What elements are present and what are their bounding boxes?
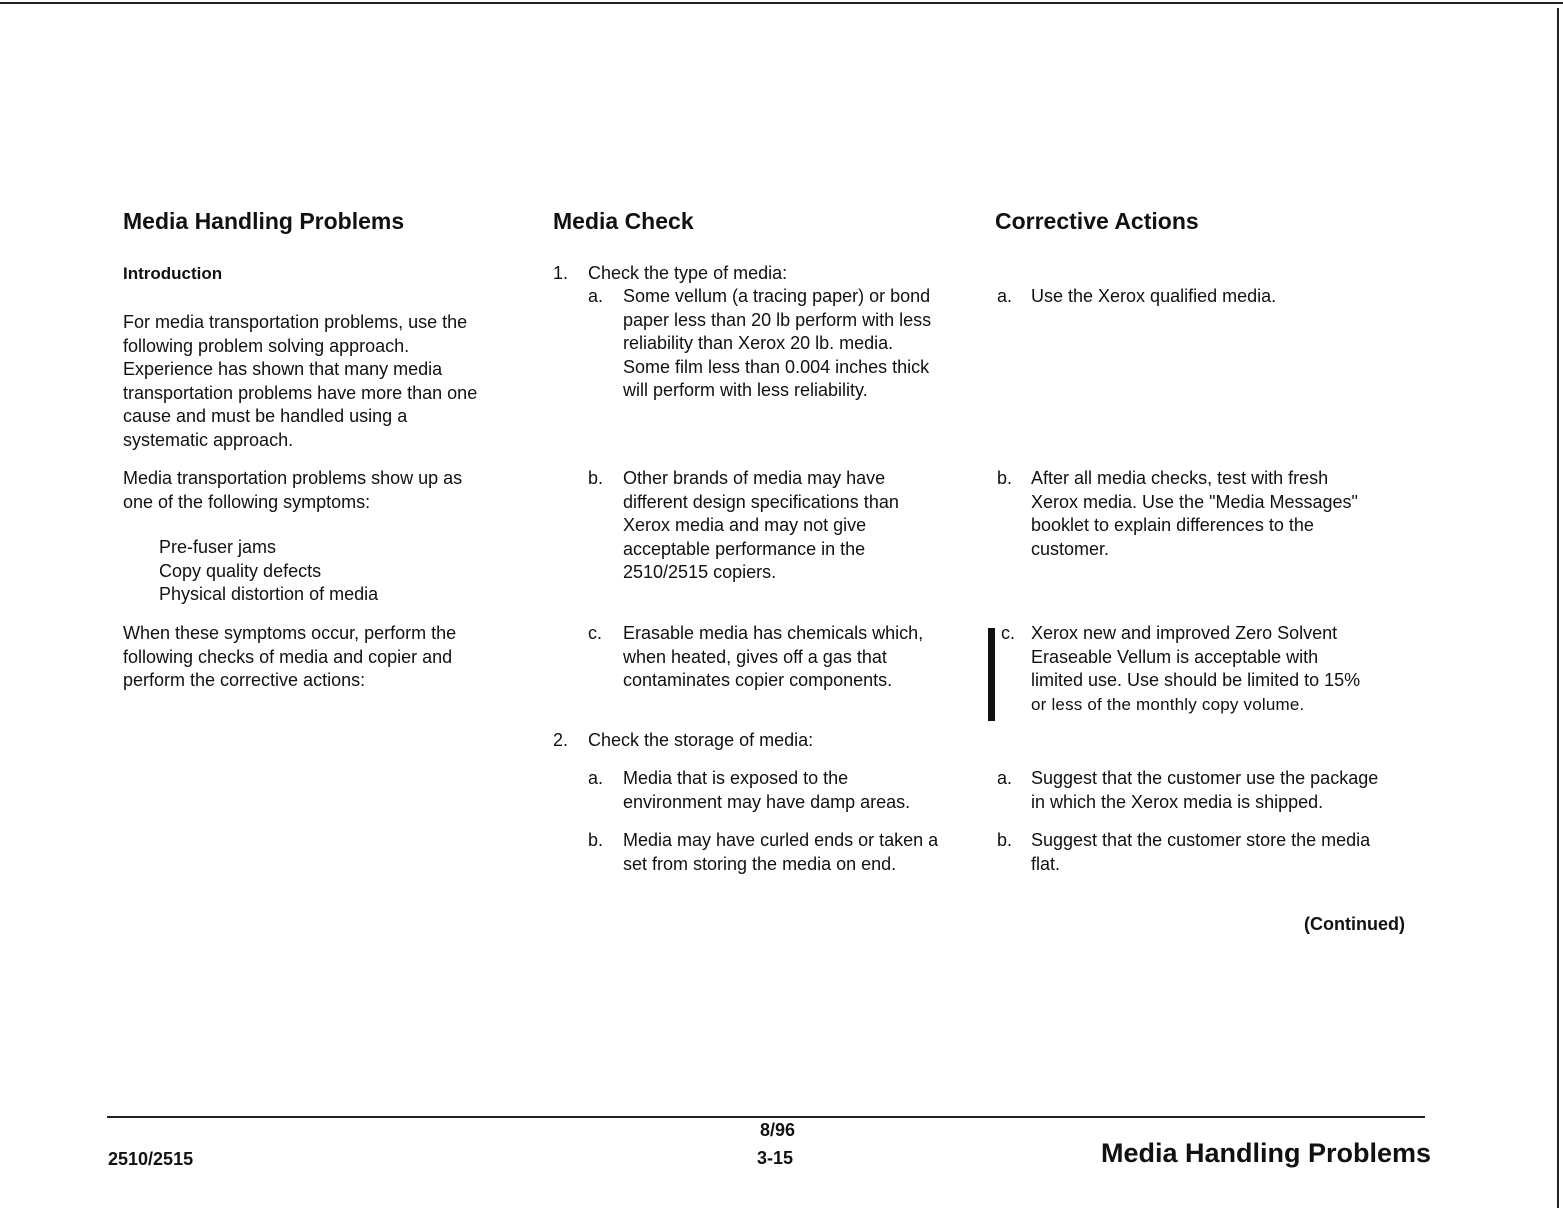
intro-paragraph-2	[123, 467, 527, 514]
step-number: 2.	[553, 730, 569, 750]
symptom-list	[159, 536, 519, 607]
text-line: in which the Xerox media is shipped.	[1031, 791, 1324, 812]
text-line: After all media checks, test with fresh	[1031, 468, 1329, 488]
text-line: Suggest that the customer use the package	[1031, 768, 1379, 788]
section-heading-corrective-actions: Corrective Actions	[995, 208, 1199, 234]
text-line: limited use. Use should be limited to 15%	[1031, 670, 1361, 690]
text-line: or less of the monthly copy volume.	[1031, 694, 1305, 714]
text-line: environment may have damp areas.	[623, 791, 911, 812]
text-line: paper less than 20 lb perform with less	[623, 309, 932, 330]
item-marker: b.	[997, 830, 1013, 850]
footer-section-title: Media Handling Problems	[1101, 1138, 1432, 1168]
text-line: perform the corrective actions:	[123, 670, 366, 690]
text-line: booklet to explain differences to the	[1031, 515, 1314, 535]
text-line: customer.	[1031, 538, 1110, 559]
text-line: contaminates copier components.	[623, 670, 893, 690]
step-title: Check the storage of media:	[588, 730, 814, 750]
text-line: Xerox media. Use the "Media Messages"	[1031, 491, 1358, 512]
intro-paragraph-1	[123, 311, 527, 452]
intro-paragraph-3	[123, 622, 527, 693]
text-line: Media transportation problems show up as	[123, 468, 463, 488]
footer-rule	[107, 1116, 1425, 1118]
item-marker: b.	[588, 468, 604, 488]
text-line: Media that is exposed to the	[623, 768, 849, 788]
text-line: different design specifications than	[623, 491, 899, 512]
text-line: when heated, gives off a gas that	[623, 646, 887, 667]
text-line: will perform with less reliability.	[623, 380, 868, 400]
item-marker: c.	[588, 623, 603, 643]
section-heading-media-handling-problems: Media Handling Problems	[123, 208, 405, 234]
introduction-label: Introduction	[123, 264, 223, 283]
text-line: Suggest that the customer store the media	[1031, 830, 1371, 850]
symptom-item: Copy quality defects	[159, 560, 322, 581]
text-line: Media may have curled ends or taken a	[623, 830, 939, 850]
text-line: cause and must be handled using a	[123, 406, 408, 426]
text-line: Some film less than 0.004 inches thick	[623, 356, 930, 377]
text-line: reliability than Xerox 20 lb. media.	[623, 333, 894, 353]
text-line: set from storing the media on end.	[623, 853, 897, 874]
footer-page-number: 3-15	[757, 1148, 794, 1168]
continued-note: (Continued)	[1304, 914, 1405, 934]
text-line: For media transportation problems, use the	[123, 312, 468, 332]
text-line: Xerox new and improved Zero Solvent	[1031, 623, 1338, 643]
page-right-rule	[1557, 8, 1559, 1208]
text-line: following problem solving approach.	[123, 335, 410, 356]
text-line: Erasable media has chemicals which,	[623, 623, 924, 643]
symptom-item: Physical distortion of media	[159, 584, 379, 604]
step-number: 1.	[553, 263, 569, 283]
item-marker: a.	[588, 768, 604, 788]
page-top-rule	[0, 2, 1563, 4]
footer-date: 8/96	[760, 1120, 796, 1140]
text-line: 2510/2515 copiers.	[623, 562, 777, 582]
text-line: acceptable performance in the	[623, 538, 866, 559]
section-heading-media-check: Media Check	[553, 208, 694, 234]
text-line: Xerox media and may not give	[623, 515, 867, 535]
item-marker: a.	[588, 286, 604, 306]
text-line: Other brands of media may have	[623, 468, 886, 488]
text-line: systematic approach.	[123, 429, 294, 450]
step-title: Check the type of media:	[588, 263, 788, 283]
footer-model-number: 2510/2515	[108, 1149, 194, 1169]
text-line: Eraseable Vellum is acceptable with	[1031, 646, 1319, 667]
symptom-item: Pre-fuser jams	[159, 537, 277, 557]
revision-change-bar	[988, 628, 995, 721]
item-marker: c.	[1001, 623, 1016, 643]
item-marker: a.	[997, 768, 1013, 788]
item-marker: b.	[588, 830, 604, 850]
text-line: Experience has shown that many media	[123, 359, 443, 379]
text-line: following checks of media and copier and	[123, 646, 453, 667]
text-line: Use the Xerox qualified media.	[1031, 286, 1277, 306]
text-line: transportation problems have more than one	[123, 382, 478, 403]
item-marker: b.	[997, 468, 1013, 488]
text-line: one of the following symptoms:	[123, 491, 371, 512]
text-line: flat.	[1031, 853, 1061, 874]
text-line: When these symptoms occur, perform the	[123, 623, 457, 643]
item-marker: a.	[997, 286, 1013, 306]
text-line: Some vellum (a tracing paper) or bond	[623, 286, 931, 306]
